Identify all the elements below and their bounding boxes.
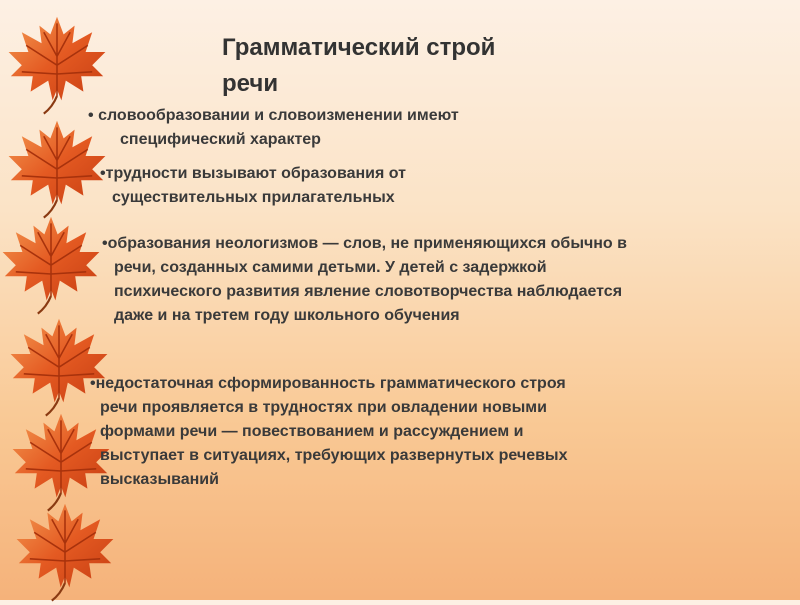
- bullet-item: [100, 162, 406, 210]
- bullet-text: даже и на третем году школьного обучения: [114, 307, 460, 324]
- bullet-text: речи проявляется в трудностях при овладении новыми: [100, 399, 547, 416]
- bullet-text: выступает в ситуациях, требующих развернутых речевых: [100, 447, 568, 464]
- maple-leaf-icon: [10, 495, 120, 605]
- bullet-marker: •: [102, 235, 108, 252]
- bullet-marker: •: [88, 107, 94, 124]
- bullet-line: [102, 232, 627, 256]
- bullet-line: [90, 372, 567, 396]
- title-line-2: речи: [222, 70, 279, 97]
- bullet-line: [100, 162, 406, 186]
- bullet-item: [102, 232, 627, 328]
- bullet-text: словообразовании и словоизменении имеют: [98, 107, 459, 124]
- bullet-marker: •: [90, 375, 96, 392]
- page-title: [222, 30, 642, 102]
- bullet-text: речи, созданных самими детьми. У детей с задержкой: [114, 259, 547, 276]
- bullet-text: недостаточная сформированность грамматического строя: [95, 375, 566, 392]
- title-line-1: Грамматический строй: [222, 34, 496, 61]
- bullet-text: трудности вызывают образования от: [105, 165, 406, 182]
- bullet-marker: •: [100, 165, 106, 182]
- bullet-text: высказываний: [100, 471, 219, 488]
- bullet-text: образования неологизмов — слов, не применяющихся обычно в: [107, 235, 627, 252]
- bullet-text: психического развития явление словотворчества наблюдается: [114, 283, 623, 300]
- bullet-line: [88, 104, 459, 128]
- bullet-text: формами речи — повествованием и рассуждением и: [100, 423, 524, 440]
- bullet-item: [90, 372, 567, 492]
- maple-leaf-icon: [0, 208, 106, 318]
- maple-leaf-icon: [2, 8, 112, 118]
- bullet-text: специфический характер: [120, 131, 321, 148]
- bullet-item: [88, 104, 459, 152]
- bullet-text: существительных прилагательных: [112, 189, 395, 206]
